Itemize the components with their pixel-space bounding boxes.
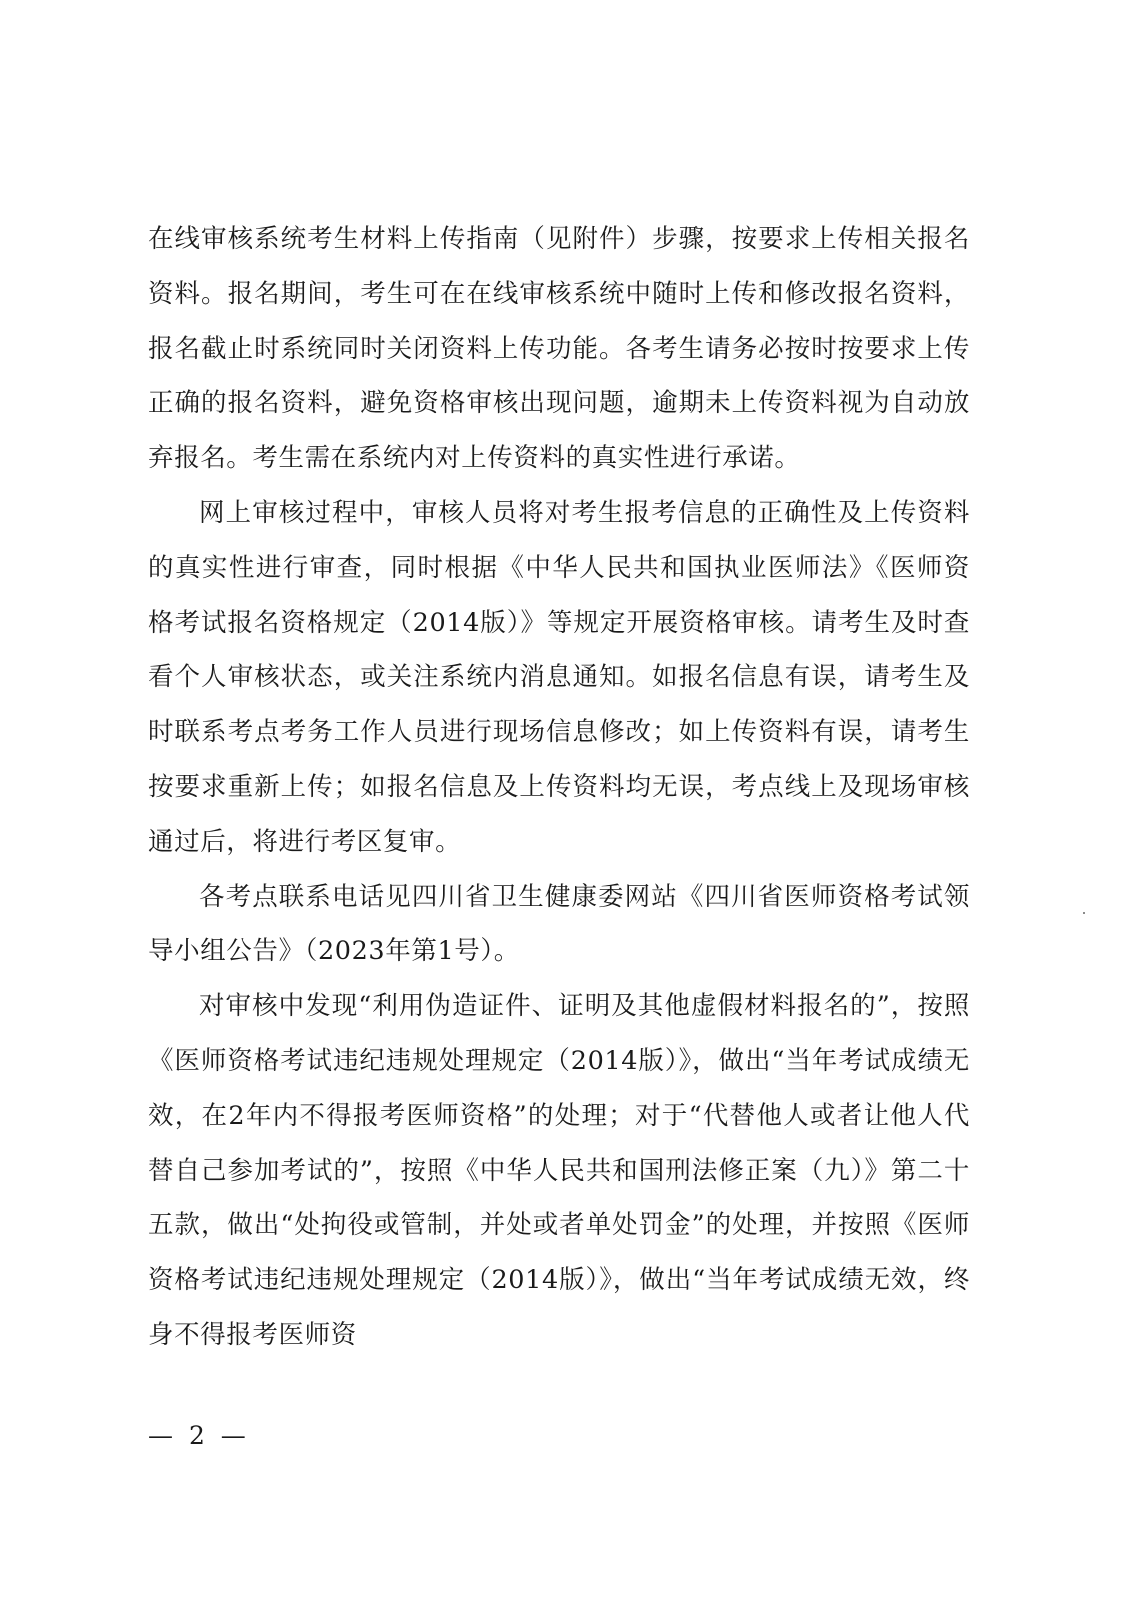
paragraph-contact-info: 各考点联系电话见四川省卫生健康委网站《四川省医师资格考试领导小组公告》（2023年第1号）。 [148, 881, 970, 967]
paragraph-online-review: 网上审核过程中，审核人员将对考生报考信息的正确性及上传资料的真实性进行审查，同时根据《中华人民共和国执业医师法》《医师资格考试报名资格规定（2014版）》等规定开展资格审核。请考生及时查看个人审核状态，或关注系统内消息通知。如报名信息有误，请考生及时联系考点考务工作人员进行现场信息修改；如上传资料有误，请考生按要求重新上传；如报名信息及上传资料均无误，考点线上及现场审核通过后，将进行考区复审。 [148, 497, 970, 857]
document-body [148, 212, 970, 1363]
scan-speck [1083, 912, 1085, 914]
page-number: — 2 — [148, 1421, 250, 1450]
paragraph-violation-handling: 对审核中发现“利用伪造证件、证明及其他虚假材料报名的”，按照《医师资格考试违纪违规处理规定（2014版）》，做出“当年考试成绩无效，在2年内不得报考医师资格”的处理；对于“代替他人或者让他人代替自己参加考试的”，按照《中华人民共和国刑法修正案（九）》第二十五款，做出“处拘役或管制，并处或者单处罚金”的处理，并按照《医师资格考试违纪违规处理规定（2014版）》，做出“当年考试成绩无效，终身不得报考医师资 [148, 991, 970, 1350]
paragraph-upload-instructions: 在线审核系统考生材料上传指南（见附件）步骤，按要求上传相关报名资料。报名期间，考生可在在线审核系统中随时上传和修改报名资料，报名截止时系统同时关闭资料上传功能。各考生请务必按时按要求上传正确的报名资料，避免资格审核出现问题，逾期未上传资料视为自动放弃报名。考生需在系统内对上传资料的真实性进行承诺。 [148, 224, 970, 474]
